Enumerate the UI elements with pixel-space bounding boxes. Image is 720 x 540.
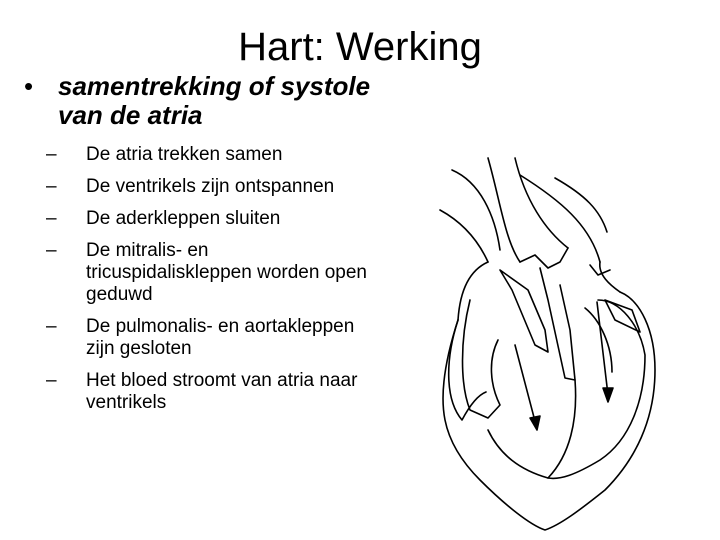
valve-left-flap: [500, 270, 548, 352]
flow-arrow-left-line: [597, 302, 608, 395]
left-atrium-wall: [600, 262, 620, 292]
sub-bullet-line: De mitralis- en: [86, 240, 209, 261]
flow-arrow-right-line: [515, 345, 536, 425]
dash-marker: –: [46, 176, 57, 197]
sub-bullet-line: De pulmonalis- en aortakleppen: [86, 316, 355, 337]
main-bullet-line-1: samentrekking of systole: [58, 71, 371, 101]
sub-bullet-item: [46, 240, 446, 306]
vessel-right: [520, 175, 600, 262]
sub-bullet-item: [46, 208, 446, 230]
sub-bullet-line: De ventrikels zijn ontspannen: [86, 176, 335, 197]
sub-bullet-item: [46, 370, 446, 414]
sub-bullet-text: [86, 208, 451, 230]
vessel-left-wall-inner: [440, 210, 488, 262]
septum-top: [520, 248, 568, 268]
septum-lower: [488, 380, 576, 478]
main-bullet-text: [58, 72, 458, 130]
bullet-marker: •: [24, 71, 34, 101]
dash-marker: –: [46, 370, 57, 391]
sub-bullet-line: Het bloed stroomt van atria naar: [86, 370, 358, 391]
sub-bullet-text: [86, 316, 451, 360]
sub-bullet-line: De atria trekken samen: [86, 144, 283, 165]
sub-bullet-item: [46, 176, 446, 198]
sub-bullet-item: [46, 144, 446, 166]
right-atrium-wall: [458, 262, 488, 320]
right-ventricle-wall: [449, 320, 486, 420]
sub-bullet-line: ventrikels: [86, 392, 167, 413]
dash-marker: –: [46, 240, 57, 261]
right-ventricle-inner: [463, 300, 501, 418]
sub-bullet-text: [86, 370, 451, 414]
dash-marker: –: [46, 316, 57, 337]
main-bullet-line-2: van de atria: [58, 100, 203, 130]
flow-arrow-left-head: [603, 388, 613, 402]
flow-arrow-right-head: [530, 416, 540, 430]
sub-bullet-text: [86, 144, 451, 166]
sub-bullet-item: [46, 316, 446, 360]
sub-bullet-text: [86, 240, 451, 306]
dash-marker: –: [46, 144, 57, 165]
sub-bullet-line: De aderkleppen sluiten: [86, 208, 281, 229]
sub-bullet-line: geduwd: [86, 284, 153, 305]
vessel-center-left: [488, 158, 520, 262]
dash-marker: –: [46, 208, 57, 229]
sub-bullet-list: [46, 144, 446, 424]
sub-bullet-text: [86, 176, 451, 198]
heart-outer-wall: [443, 292, 655, 530]
heart-illustration: [420, 150, 710, 535]
valve-center-flap: [540, 268, 575, 380]
slide-title: Hart: Werking: [238, 25, 482, 69]
sub-bullet-line: tricuspidaliskleppen worden open: [86, 262, 367, 283]
sub-bullet-line: zijn gesloten: [86, 338, 192, 359]
vessel-left-wall: [452, 170, 500, 250]
